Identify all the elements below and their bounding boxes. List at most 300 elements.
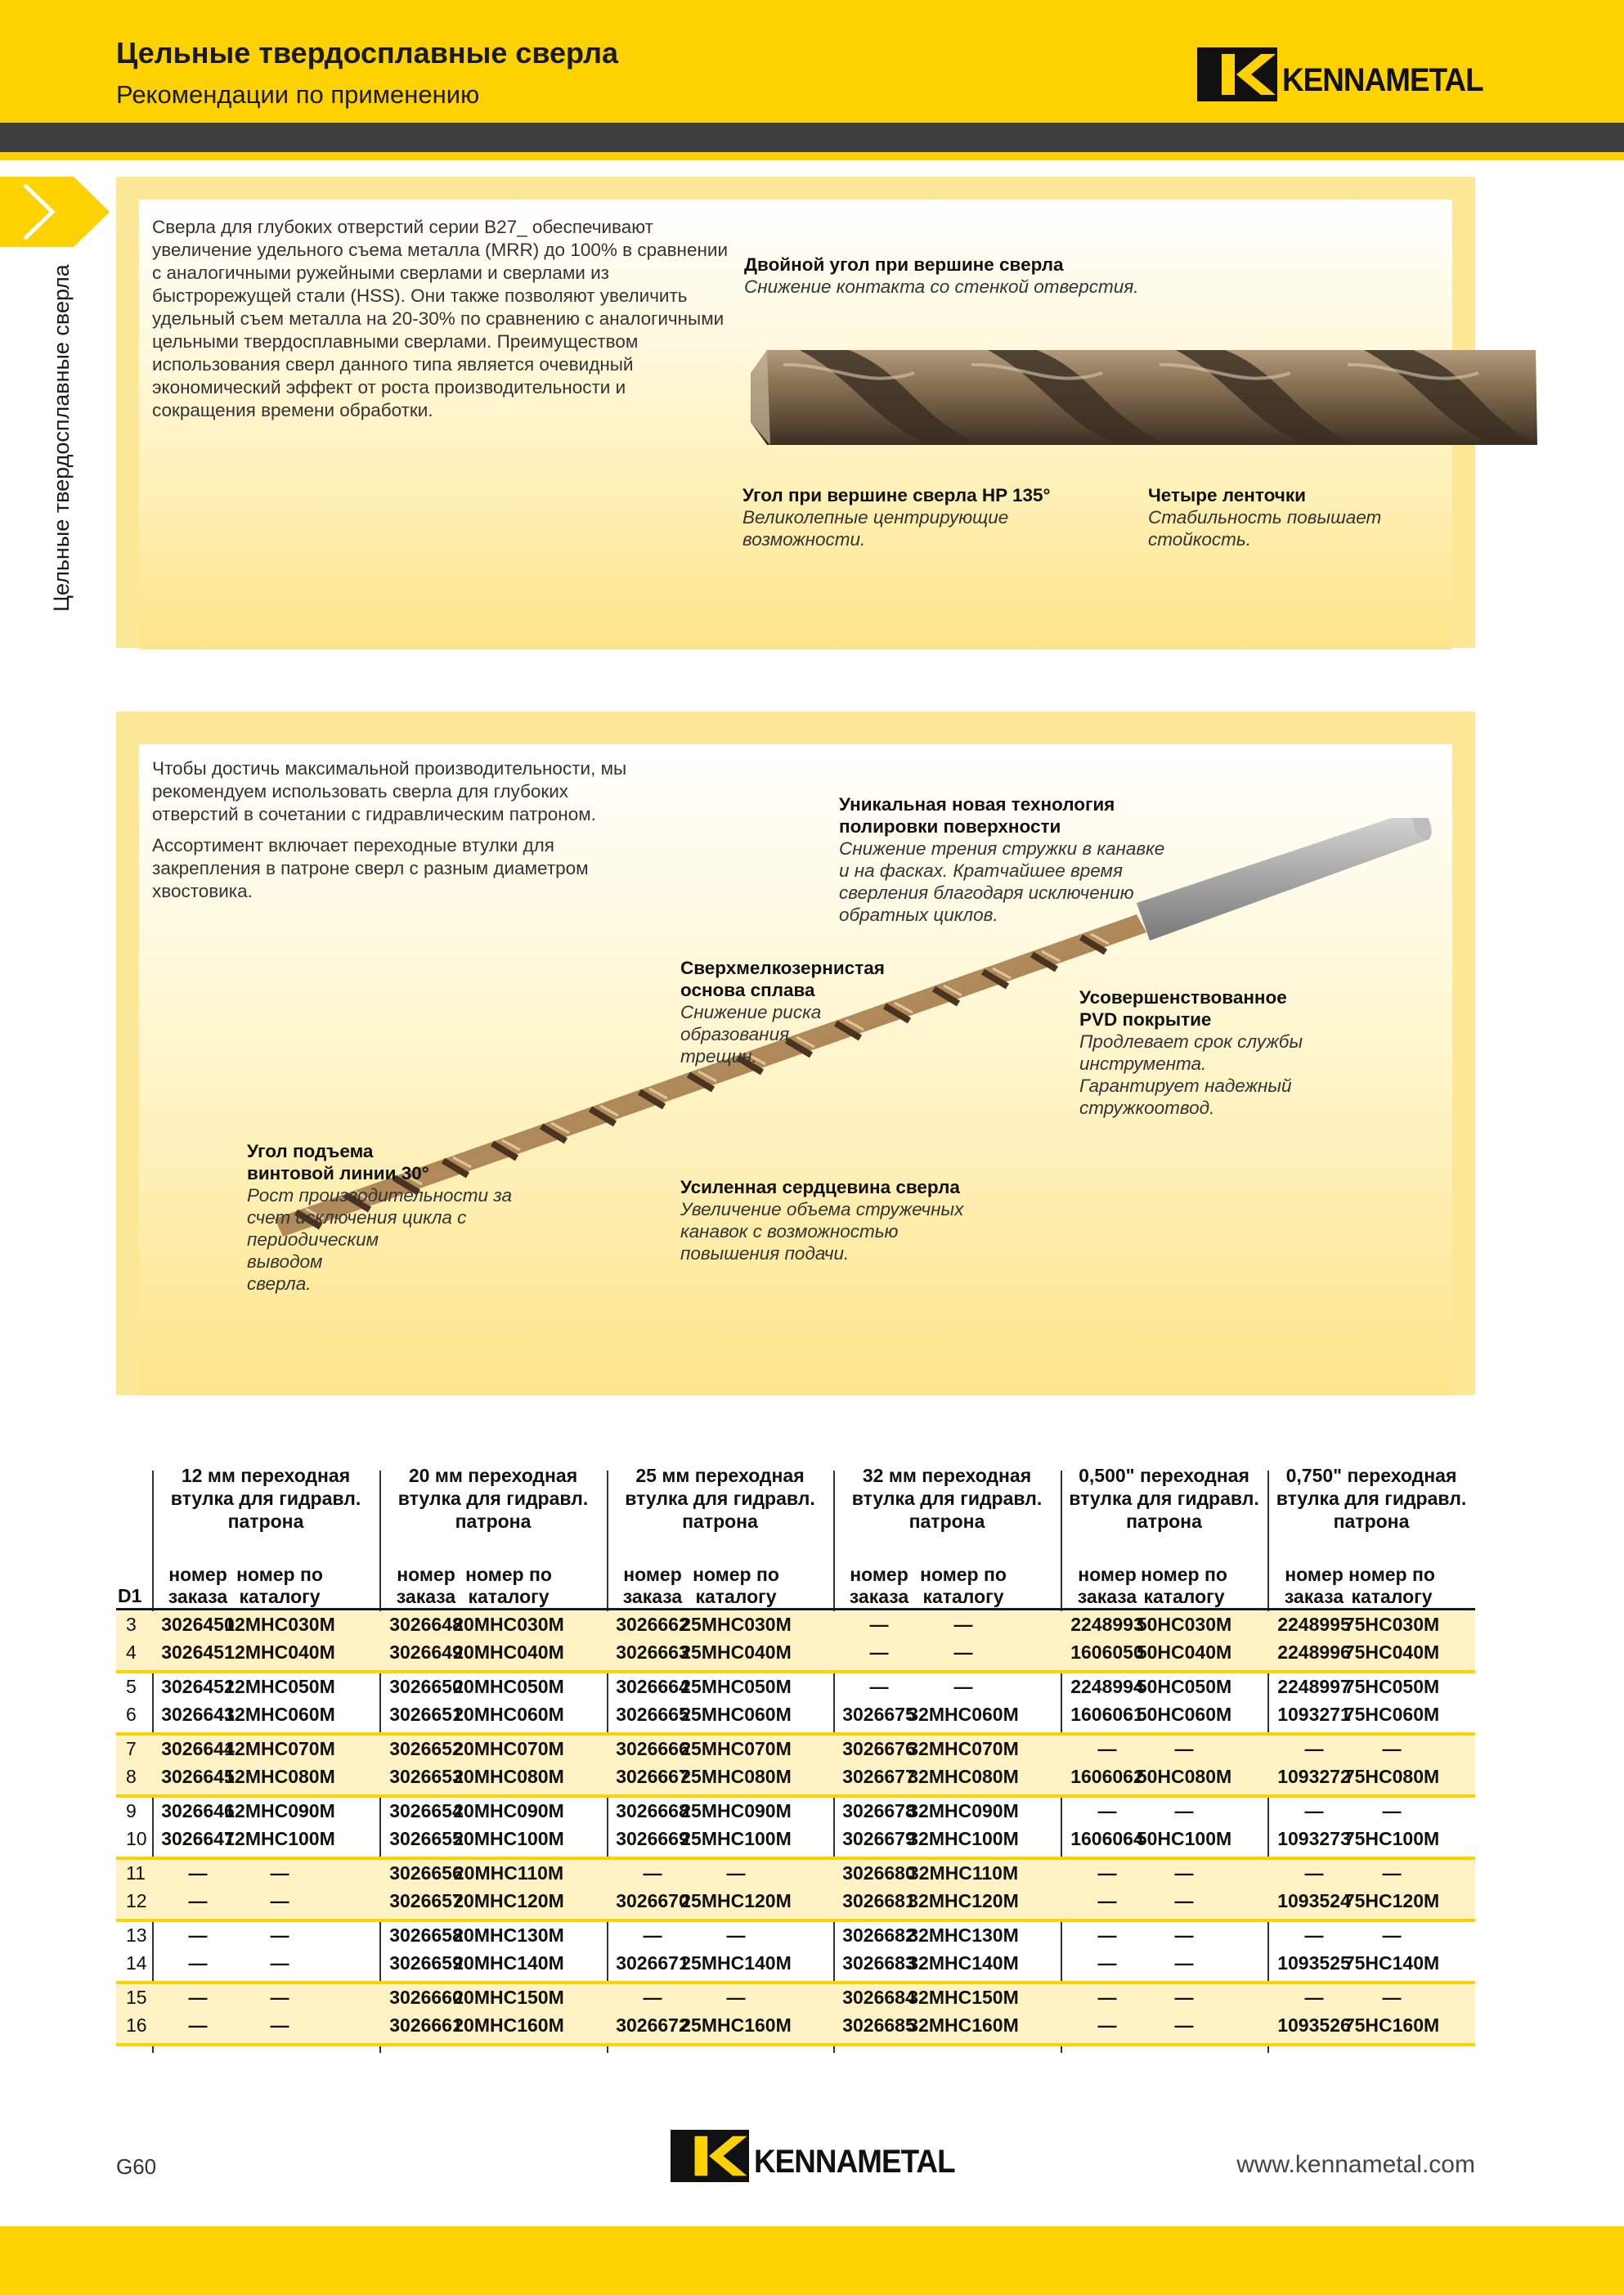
group-header-line: патрона [1126,1511,1202,1532]
group-header-line: втулка для гидравл. [1069,1488,1259,1509]
catalog-number-header [906,1564,1021,1608]
subheader-line: номер [623,1564,682,1585]
callout-title: винтовой линии 30° [247,1163,429,1183]
brand-name: KENNAMETAL [754,2143,955,2180]
drill-shank [1137,818,1429,941]
table-row [116,1950,1475,1978]
catalog-number-cell: — [726,1987,746,2008]
order-number-cell: — [1304,1987,1324,2008]
subheader-line: каталогу [695,1586,777,1607]
callout-desc: возможности. [742,529,866,550]
order-number-cell: — [188,1924,208,1946]
text-line: хвостовика. [152,881,253,901]
order-number-cell: 1606050 [1070,1642,1144,1663]
page-header [0,0,1624,123]
table-row [116,1736,1475,1763]
group-header [1267,1464,1475,1533]
text-line: увеличение удельного съема металла (MRR) до 100% в сравнении [152,240,729,260]
order-number-cell: 3026452 [161,1676,235,1697]
catalog-number-cell: — [1174,2014,1194,2036]
order-number-cell: 1093271 [1277,1704,1351,1725]
catalog-number-cell: 32MHC140M [908,1952,1019,1974]
catalog-number-cell: 12MHC060M [224,1704,335,1725]
order-number-cell: 3026643 [161,1704,235,1725]
catalog-number-cell: — [1174,1890,1194,1911]
group-header [152,1464,379,1533]
order-number-cell: 1093526 [1277,2014,1351,2036]
order-number-cell: 3026678 [842,1800,916,1821]
callout-reinforced-core [680,1176,963,1264]
catalog-number-cell: 25MHC120M [680,1890,792,1911]
order-number-cell: 3026666 [616,1738,689,1759]
catalog-number-cell: 25MHC050M [680,1676,792,1697]
order-number-cell: 3026676 [842,1738,916,1759]
order-number-cell: 3026672 [616,2014,689,2036]
website-link[interactable]: www.kennametal.com [1236,2151,1475,2178]
group-header-line: втулка для гидравл. [1276,1488,1467,1509]
group-header-line: втулка для гидравл. [625,1488,815,1509]
subheader-line: заказа [168,1586,228,1607]
callout-desc: стойкость. [1148,529,1251,550]
text-line: с аналогичными ружейными сверлами и сверлами из [152,263,609,283]
text-line: Чтобы достичь максимальной производительности, мы [152,758,627,779]
d1-cell: 4 [126,1642,137,1663]
order-number-cell: 3026682 [842,1924,916,1946]
catalog-number-cell: — [270,1952,289,1974]
catalog-number-cell: 25MHC080M [680,1766,792,1787]
order-number-cell: — [188,2014,208,2036]
group-header-line: патрона [1333,1511,1410,1532]
catalog-number-cell: 32MHC100M [908,1828,1019,1849]
d1-cell: 5 [126,1676,137,1697]
catalog-number-cell: — [1174,1738,1194,1759]
callout-title: основа сплава [680,980,815,1000]
group-header-line: патрона [682,1511,758,1532]
catalog-number-cell: — [1382,1862,1402,1884]
catalog-number-cell: 20MHC050M [453,1676,564,1697]
group-header [607,1464,833,1533]
order-number-cell: — [869,1676,889,1697]
catalog-number-cell: 25MHC140M [680,1952,792,1974]
order-number-cell: 3026665 [616,1704,689,1725]
d1-cell: 11 [126,1862,146,1884]
header-yellow-band [0,152,1624,160]
catalog-number-cell: 20MHC040M [453,1642,564,1663]
catalog-number-cell: — [1382,1924,1402,1946]
catalog-number-cell: 75HC140M [1344,1952,1440,1974]
catalog-number-cell: 50HC050M [1136,1676,1232,1697]
order-number-cell: 3026684 [842,1987,916,2008]
table-row [116,1673,1475,1701]
usage-paragraph [152,757,626,826]
d1-cell: 10 [126,1828,147,1849]
callout-desc: трещин. [680,1046,757,1067]
callout-desc: Гарантирует надежный [1079,1076,1292,1096]
order-number-cell: 3026652 [389,1738,463,1759]
catalog-number-cell: 32MHC090M [908,1800,1019,1821]
catalog-number-cell: 32MHC120M [908,1890,1019,1911]
catalog-number-cell: 20MHC150M [453,1987,564,2008]
catalog-number-cell: 25MHC030M [680,1614,792,1635]
catalog-number-cell: 12MHC040M [224,1642,335,1663]
catalog-number-cell: 25MHC160M [680,2014,792,2036]
group-header-line: 25 мм переходная [635,1465,805,1486]
callout-desc: выводом [247,1251,323,1272]
catalog-number-cell: 50HC040M [1136,1642,1232,1663]
order-number-cell: — [1097,1800,1117,1821]
order-number-cell: 2248994 [1070,1676,1144,1697]
callout-desc: инструмента. [1079,1053,1207,1074]
catalog-number-cell: — [1174,1987,1194,2008]
order-number-cell: 1606062 [1070,1766,1144,1787]
footer-brand-logo [671,2130,972,2182]
footer-band [0,2226,1624,2295]
catalog-number-cell: — [270,1862,289,1884]
order-number-cell: 3026451 [161,1642,235,1663]
callout-desc: периодическим [247,1229,379,1250]
callout-point-angle [742,484,1051,550]
callout-desc: образования [680,1024,790,1044]
catalog-number-cell: 50HC030M [1136,1614,1232,1635]
order-number-cell: 3026659 [389,1952,463,1974]
subheader-line: номер по [465,1564,552,1585]
order-number-cell: 3026646 [161,1800,235,1821]
order-number-cell: — [188,1890,208,1911]
catalog-number-cell: — [270,1890,289,1911]
catalog-number-cell: 50HC100M [1136,1828,1232,1849]
order-number-cell: 3026663 [616,1642,689,1663]
catalog-number-cell: 75HC080M [1344,1766,1440,1787]
catalog-number-cell: 32MHC070M [908,1738,1019,1759]
order-number-cell: 3026671 [616,1952,689,1974]
order-number-cell: — [1097,1924,1117,1946]
subheader-line: номер [397,1564,455,1585]
catalog-number-cell: — [1174,1924,1194,1946]
subheader-line: каталогу [468,1586,550,1607]
catalog-number-header [451,1564,566,1608]
callout-micrograin-substrate [680,957,885,1067]
text-line: отверстий в сочетании с гидравлическим патроном. [152,804,596,824]
catalog-number-cell: 12MHC100M [224,1828,335,1849]
catalog-number-cell: — [270,1924,289,1946]
catalog-number-cell: — [726,1924,746,1946]
catalog-number-cell: 20MHC130M [453,1924,564,1946]
order-number-cell: 3026658 [389,1924,463,1946]
callout-helix-angle [247,1140,512,1295]
catalog-number-header [679,1564,793,1608]
page-title: Цельные твердосплавные сверла [116,36,619,70]
table-row [116,1826,1475,1853]
callout-desc: счет исключения цикла с [247,1207,467,1228]
group-header-line: патрона [227,1511,304,1532]
header-dark-band [0,123,1624,152]
order-number-cell: 3026649 [389,1642,463,1663]
catalog-number-cell: 32MHC080M [908,1766,1019,1787]
catalog-number-cell: 12MHC030M [224,1614,335,1635]
catalog-number-cell: — [1382,1987,1402,2008]
order-number-cell: 3026450 [161,1614,235,1635]
catalog-number-cell: 32MHC150M [908,1987,1019,2008]
table-row [116,1611,1475,1639]
text-line: Ассортимент включает переходные втулки для [152,835,554,856]
subheader-line: номер [850,1564,908,1585]
subheader-line: номер по [1348,1564,1435,1585]
catalog-number-header [1335,1564,1449,1608]
order-number-cell: 3026675 [842,1704,916,1725]
order-number-cell: 3026657 [389,1890,463,1911]
group-header-line: 0,500" переходная [1079,1465,1249,1486]
order-number-cell: 3026656 [389,1862,463,1884]
d1-cell: 16 [126,2014,147,2036]
subheader-line: заказа [1077,1586,1137,1607]
catalog-number-cell: 20MHC140M [453,1952,564,1974]
intro-paragraph [152,216,728,422]
table-row [116,1860,1475,1888]
callout-desc: Продлевает срок службы [1079,1031,1303,1052]
order-number-cell: 3026661 [389,2014,463,2036]
order-number-cell: 3026648 [389,1614,463,1635]
subheader-line: заказа [622,1586,683,1607]
order-number-cell: 3026679 [842,1828,916,1849]
callout-pvd-coating [1079,986,1303,1119]
catalog-number-cell: — [1174,1800,1194,1821]
callout-desc: стружкоотвод. [1079,1098,1215,1118]
subheader-line: номер [1285,1564,1344,1585]
table-row [116,1639,1475,1667]
callout-polishing-technology [839,793,1164,926]
subheader-line: каталогу [1143,1586,1225,1607]
subheader-line: заказа [849,1586,909,1607]
catalog-number-cell: 25MHC090M [680,1800,792,1821]
text-line: быстрорежущей стали (HSS). Они также позволяют увеличить [152,285,688,306]
table-row [116,1922,1475,1950]
group-header [833,1464,1061,1533]
group-header-line: втулка для гидравл. [851,1488,1043,1509]
catalog-number-cell: — [270,2014,289,2036]
catalog-number-header [1127,1564,1241,1608]
group-header-line: патрона [455,1511,532,1532]
d1-cell: 7 [126,1738,137,1759]
d1-cell: 13 [126,1924,147,1946]
catalog-number-cell: 12MHC050M [224,1676,335,1697]
order-number-cell: 3026647 [161,1828,235,1849]
group-header-line: втулка для гидравл. [170,1488,361,1509]
catalog-number-cell: — [270,1987,289,2008]
catalog-number-cell: 75HC030M [1344,1614,1440,1635]
catalog-number-cell: — [953,1642,973,1663]
order-number-cell: 3026683 [842,1952,916,1974]
order-number-cell: 3026668 [616,1800,689,1821]
catalog-number-cell: 75HC120M [1344,1890,1440,1911]
group-header [379,1464,607,1533]
catalog-number-cell: — [1382,1800,1402,1821]
order-number-cell: — [1304,1862,1324,1884]
catalog-number-cell: 20MHC120M [453,1890,564,1911]
table-header-rule [116,1608,1475,1610]
order-number-cell: 2248995 [1277,1614,1351,1635]
catalog-number-cell: 75HC160M [1344,2014,1440,2036]
catalog-number-cell: — [1174,1952,1194,1974]
callout-desc: Снижение риска [680,1002,822,1022]
order-number-cell: 3026677 [842,1766,916,1787]
order-number-cell: 3026662 [616,1614,689,1635]
order-number-cell: — [188,1862,208,1884]
callout-desc: канавок с возможностью [680,1221,899,1242]
callout-title: PVD покрытие [1079,1009,1212,1030]
catalog-number-cell: — [1382,1738,1402,1759]
order-number-cell: — [1304,1738,1324,1759]
subheader-line: номер [1078,1564,1137,1585]
order-number-cell: 3026650 [389,1676,463,1697]
catalog-number-cell: 20MHC160M [453,2014,564,2036]
catalog-number-cell: — [726,1862,746,1884]
group-header-line: втулка для гидравл. [397,1488,589,1509]
subheader-line: каталогу [1351,1586,1433,1607]
catalog-number-cell: 12MHC070M [224,1738,335,1759]
catalog-number-cell: 25MHC060M [680,1704,792,1725]
order-number-cell: — [1097,1862,1117,1884]
catalog-number-cell: 75HC040M [1344,1642,1440,1663]
catalog-number-cell: 20MHC060M [453,1704,564,1725]
brand-logo [1197,47,1501,101]
catalog-number-cell: 20MHC070M [453,1738,564,1759]
subheader-line: номер по [1141,1564,1227,1585]
order-number-cell: — [643,1862,662,1884]
callout-title: Двойной угол при вершине сверла [744,254,1064,275]
order-number-cell: 3026685 [842,2014,916,2036]
order-number-cell: — [869,1614,889,1635]
order-number-cell: — [1097,1952,1117,1974]
d1-cell: 12 [126,1890,147,1911]
order-number-cell: 3026670 [616,1890,689,1911]
order-number-cell: 3026644 [161,1738,235,1759]
page-subtitle: Рекомендации по применению [116,80,480,109]
kennametal-k-mark-icon [1197,47,1277,101]
subheader-line: номер по [236,1564,323,1585]
callout-desc: Великолепные центрирующие [742,507,1009,528]
callout-title: Усовершенствованное [1079,987,1287,1008]
page-number: G60 [116,2154,157,2179]
k-mark-svg [671,2130,749,2182]
order-number-cell: 3026645 [161,1766,235,1787]
k-mark-svg [1197,47,1277,101]
callout-desc: Увеличение объема стружечных [680,1199,964,1219]
order-number-cell: 2248997 [1277,1676,1351,1697]
order-number-cell: 1093272 [1277,1766,1351,1787]
catalog-number-cell: 12MHC080M [224,1766,335,1787]
catalog-number-cell: 25MHC100M [680,1828,792,1849]
callout-title: Четыре ленточки [1148,485,1306,505]
d1-cell: 15 [126,1987,147,2008]
order-number-cell: 3026660 [389,1987,463,2008]
d1-cell: 3 [126,1614,137,1635]
order-number-cell: 2248996 [1277,1642,1351,1663]
catalog-number-cell: 50HC060M [1136,1704,1232,1725]
order-number-cell: — [643,1924,662,1946]
subheader-line: номер по [693,1564,779,1585]
order-number-cell: — [643,1987,662,2008]
feature-panel-drill-tip [116,177,1475,648]
group-header [1061,1464,1267,1533]
subheader-line: каталогу [239,1586,321,1607]
brand-name: KENNAMETAL [1282,61,1483,98]
group-header-line: 20 мм переходная [408,1465,578,1486]
table-row [116,1984,1475,2012]
subheader-line: номер [168,1564,227,1585]
order-number-cell: 3026651 [389,1704,463,1725]
callout-desc: сверла. [247,1273,312,1294]
order-number-cell: 1606064 [1070,1828,1144,1849]
callout-title: Усиленная сердцевина сверла [680,1177,960,1197]
order-number-cell: — [1097,2014,1117,2036]
d1-cell: 14 [126,1952,147,1974]
order-number-cell: 3026680 [842,1862,916,1884]
text-line: сокращения времени обработки. [152,400,433,420]
row-group-divider [116,2043,1475,2046]
callout-desc: повышения подачи. [680,1243,850,1264]
callout-desc: Снижение контакта со стенкой отверстия. [744,276,1139,297]
callout-title: Уникальная новая технология [839,794,1115,815]
section-arrow-icon [0,177,110,247]
order-number-cell: 3026654 [389,1800,463,1821]
group-header-line: 0,750" переходная [1285,1465,1457,1486]
order-number-cell: — [869,1642,889,1663]
catalog-number-cell: 50HC080M [1136,1766,1232,1787]
catalog-number-cell: 32MHC160M [908,2014,1019,2036]
table-row [116,1701,1475,1729]
d1-cell: 9 [126,1800,137,1821]
catalog-number-cell: 75HC100M [1344,1828,1440,1849]
catalog-number-cell: 12MHC090M [224,1800,335,1821]
catalog-number-cell: 20MHC030M [453,1614,564,1635]
order-number-cell: 1093273 [1277,1828,1351,1849]
order-number-cell: 1606061 [1070,1704,1144,1725]
catalog-number-cell: 32MHC130M [908,1924,1019,1946]
catalog-number-cell: 32MHC110M [908,1862,1019,1884]
order-number-cell: — [1304,1800,1324,1821]
callout-title: полировки поверхности [839,816,1061,837]
order-number-cell: 2248993 [1070,1614,1144,1635]
catalog-number-cell: 75HC060M [1344,1704,1440,1725]
catalog-number-cell: 75HC050M [1344,1676,1440,1697]
subheader-line: заказа [1284,1586,1344,1607]
catalog-number-cell: — [953,1676,973,1697]
order-number-cell: 3026667 [616,1766,689,1787]
catalog-number-cell: 20MHC080M [453,1766,564,1787]
group-header-line: патрона [908,1511,985,1532]
callout-four-margins [1148,484,1381,550]
group-header-line: 12 мм переходная [181,1465,351,1486]
subheader-line: каталогу [922,1586,1004,1607]
catalog-number-cell: 20MHC100M [453,1828,564,1849]
catalog-number-cell: 32MHC060M [908,1704,1019,1725]
catalog-number-cell: 25MHC040M [680,1642,792,1663]
catalog-number-cell: 20MHC090M [453,1800,564,1821]
subheader-line: номер по [920,1564,1007,1585]
table-row [116,1798,1475,1826]
order-number-cell: 1093525 [1277,1952,1351,1974]
text-line: использования сверл данного типа является очевидный [152,354,634,375]
d1-cell: 8 [126,1766,137,1787]
drill-tip-illustration [751,340,1560,455]
callout-desc: Стабильность повышает [1148,507,1382,528]
table-row [116,1763,1475,1791]
text-line: экономический эффект от роста производительности и [152,377,626,397]
catalog-number-header [222,1564,337,1608]
order-number-cell: 3026664 [616,1676,689,1697]
text-line: закрепления в патроне сверл с разным диаметром [152,858,589,878]
order-number-cell: — [188,1952,208,1974]
